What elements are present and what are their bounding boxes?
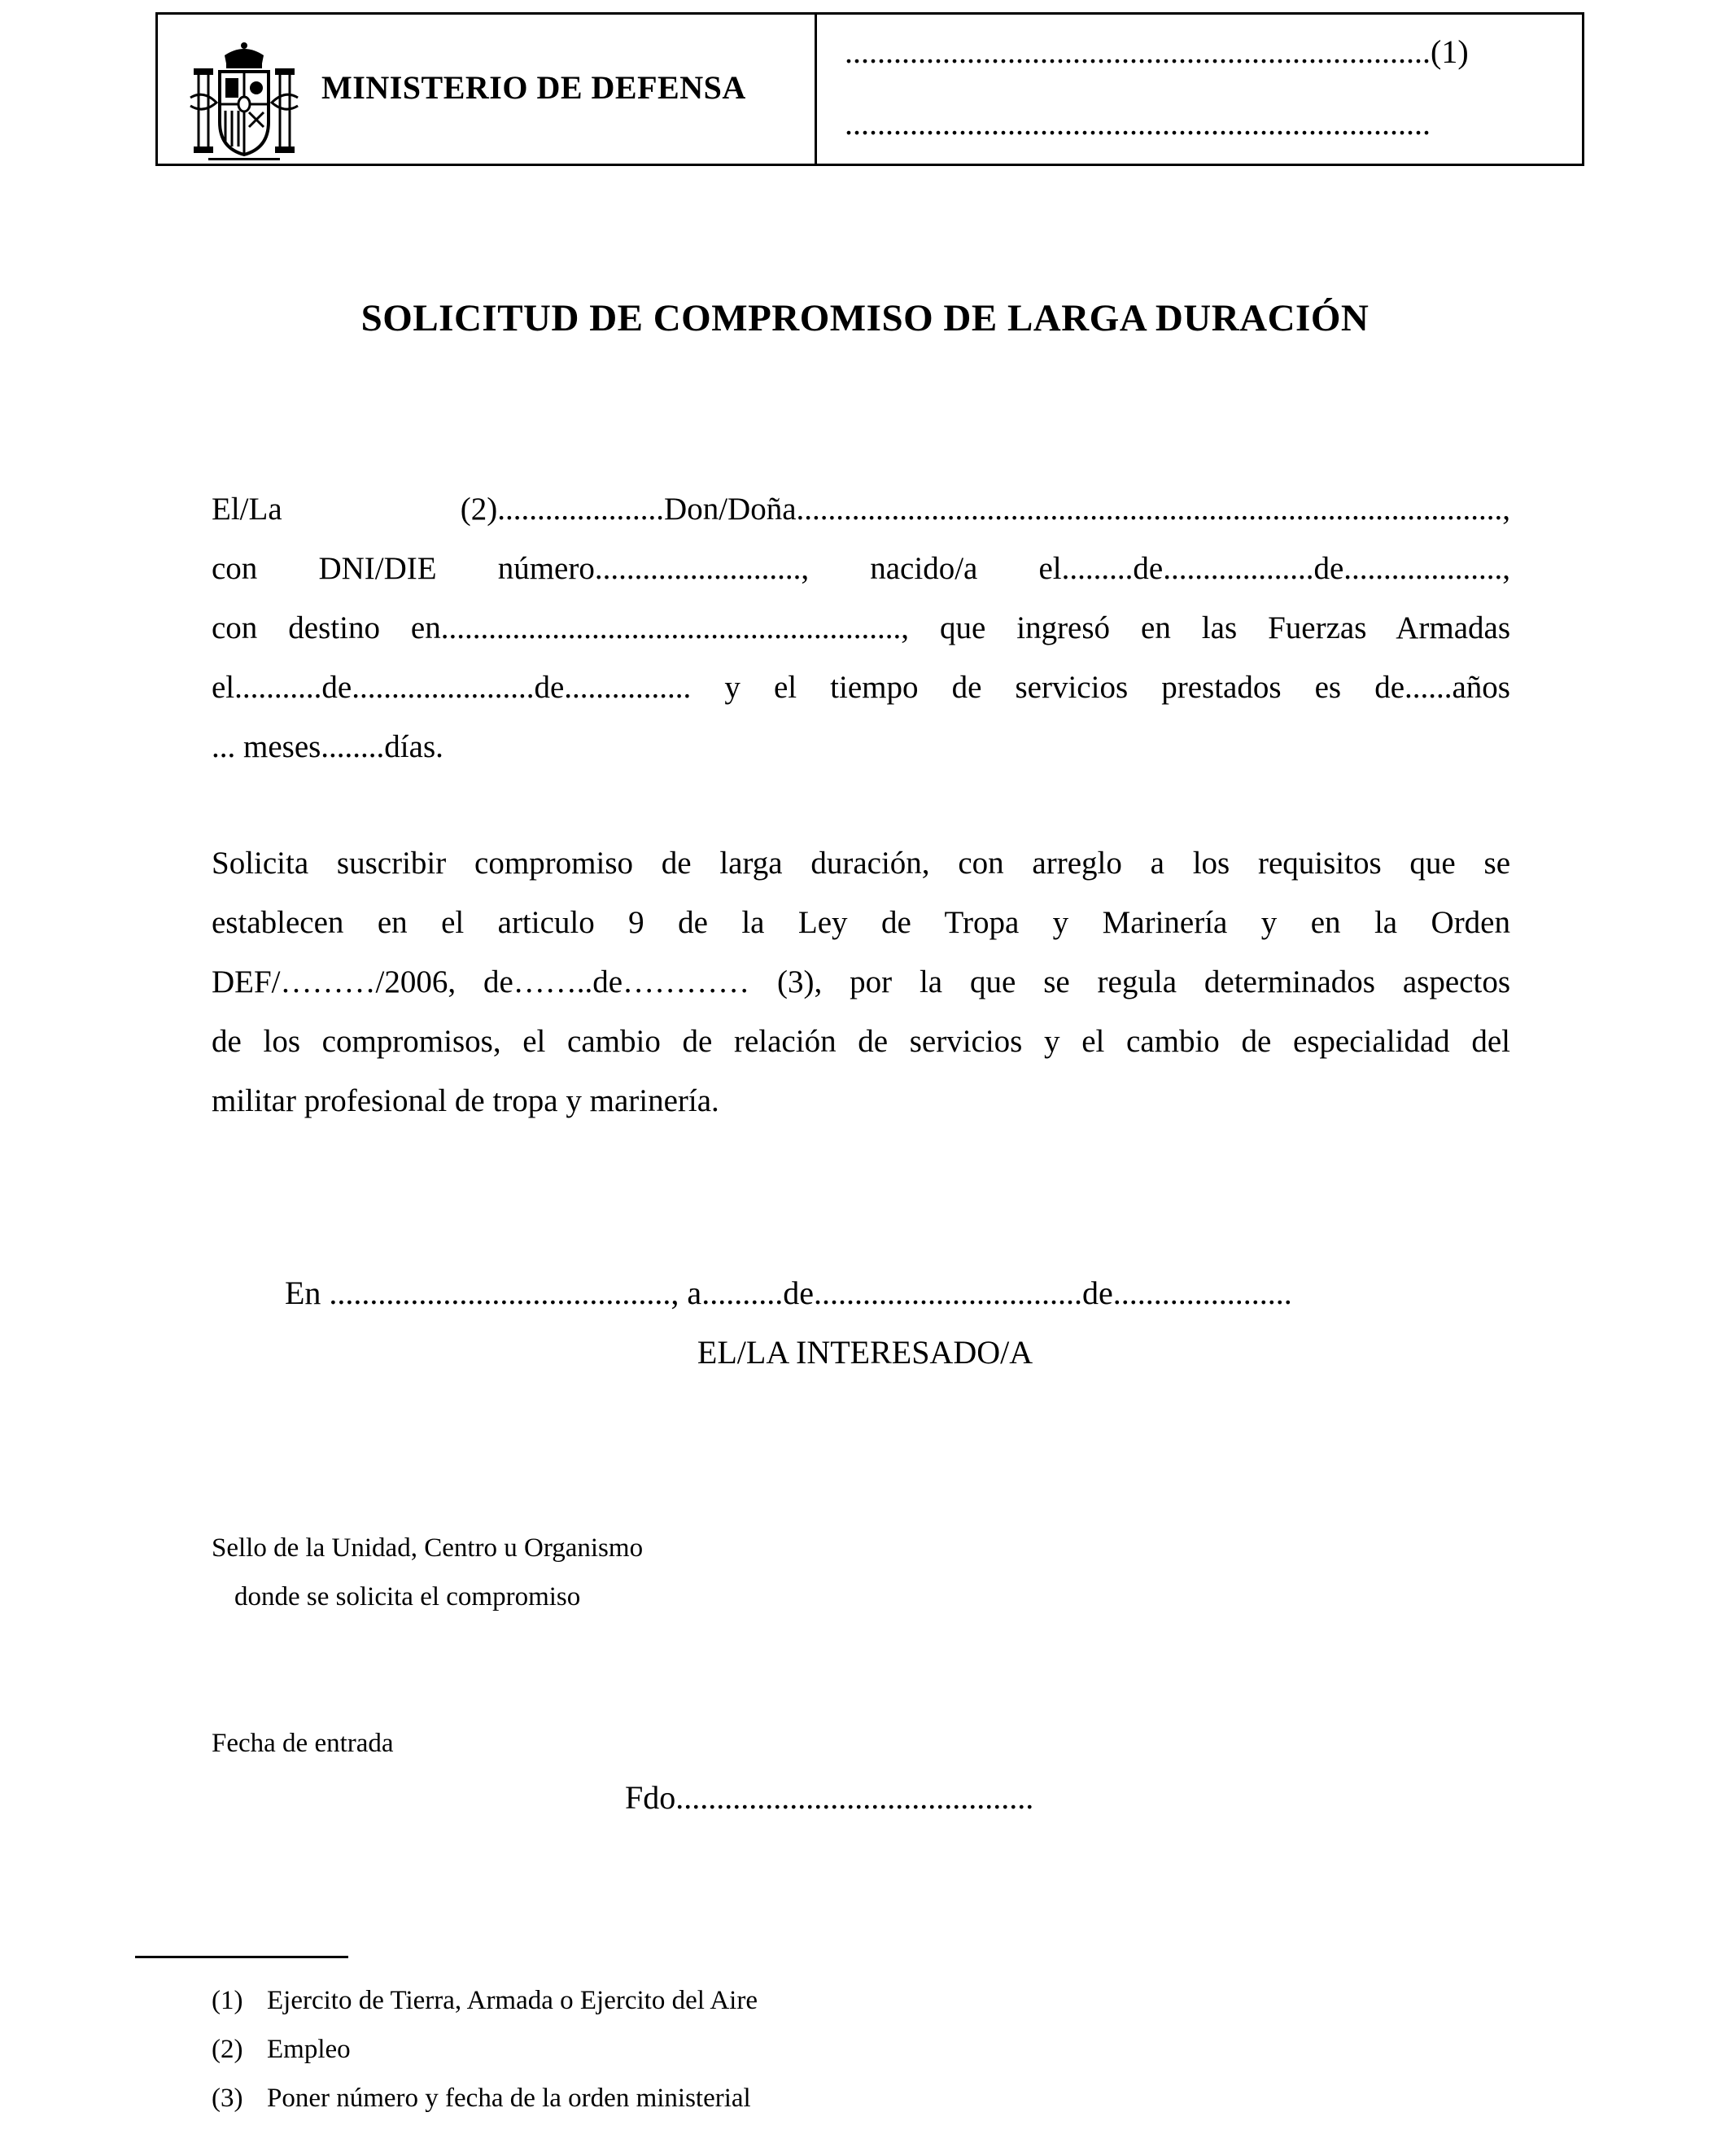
intro-line: El/La (2).....................Don/Doña.........................................................................................,: [212, 492, 1510, 527]
footnote-1: [212, 1986, 758, 2016]
request-line: DEF/………/2006, de……..de………… (3), por la que se regula determinados aspectos: [212, 964, 1510, 999]
footnote-text: Poner número y fecha de la orden ministerial: [267, 2084, 751, 2113]
intro-line: con destino en.........................................................., que ingresó en las Fuerzas Armadas: [212, 610, 1510, 645]
footnote-number: (1): [212, 1986, 243, 2015]
header-ministry-cell: [158, 15, 817, 164]
footnote-text: Empleo: [267, 2035, 351, 2064]
footnote-3: [212, 2084, 751, 2114]
place-date-line: En .........................................., a..........de.................................de......................: [285, 1275, 1292, 1311]
stamp-label-1: Sello de la Unidad, Centro u Organismo: [212, 1533, 644, 1563]
signature-line: Fdo............................................: [625, 1779, 1034, 1816]
coat-of-arms-icon: [187, 41, 301, 164]
unit-field-line-2: ........................................................................: [845, 105, 1431, 142]
footnote-number: (3): [212, 2084, 243, 2113]
document-title: SOLICITUD DE COMPROMISO DE LARGA DURACIÓN: [360, 297, 1370, 339]
intro-line: el...........de.......................de................ y el tiempo de servicios prestados es de......años: [212, 670, 1510, 705]
intro-line: con DNI/DIE número.........................., nacido/a el.........de...................de....................,: [212, 551, 1510, 586]
request-line: establecen en el articulo 9 de la Ley de Tropa y Marinería y en la Orden: [212, 905, 1510, 940]
request-line: Solicita suscribir compromiso de larga duración, con arreglo a los requisitos que se: [212, 846, 1510, 881]
ministry-name: MINISTERIO DE DEFENSA: [321, 69, 746, 106]
header-unit-cell: [817, 15, 1582, 164]
request-line: militar profesional de tropa y marinería.: [212, 1083, 719, 1118]
request-paragraph: [212, 833, 1510, 1130]
unit-field-line-1: ........................................................................(1): [845, 33, 1469, 70]
request-line: de los compromisos, el cambio de relación de servicios y el cambio de especialidad del: [212, 1024, 1510, 1059]
stamp-label-2: donde se solicita el compromiso: [234, 1582, 581, 1612]
footnote-2: [212, 2035, 351, 2065]
footnote-separator: [135, 1956, 348, 1958]
header-box: [155, 12, 1584, 166]
entry-date-label: Fecha de entrada: [212, 1729, 394, 1758]
footnote-number: (2): [212, 2035, 243, 2064]
interesado-label: EL/LA INTERESADO/A: [697, 1334, 1033, 1371]
intro-line: ... meses........días.: [212, 729, 443, 764]
footnote-text: Ejercito de Tierra, Armada o Ejercito del Aire: [267, 1986, 758, 2015]
intro-paragraph: [212, 479, 1510, 776]
